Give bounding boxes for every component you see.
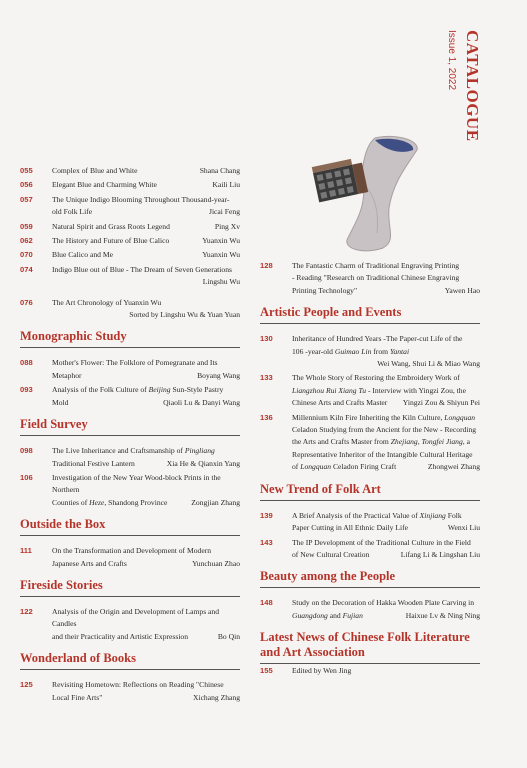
right-e143-num: 143	[260, 537, 273, 547]
left-top-2-lines-0: The Unique Indigo Blooming Throughout Thousand-year-	[52, 194, 230, 204]
right-e136-l2: Celadon Studying from the Ancient for the New - Recording	[292, 425, 477, 435]
right-e136-l5a: of	[292, 462, 301, 472]
toc-entry-122[interactable]	[20, 606, 240, 643]
left-top-2-num: 057	[20, 194, 33, 204]
right-e136-l1a: Millennium Kiln Fire Inheriting the Kiln Culture,	[292, 412, 445, 422]
right-e143-auth: Lifang Li & Lingshan Liu	[400, 549, 480, 559]
left-top-4-lines-0: The History and Future of Blue Calico	[52, 236, 170, 246]
right-e133-num: 133	[260, 373, 273, 383]
left-top-6-auth: Lingshu Wu	[202, 277, 240, 287]
left-top-7-num: 076	[20, 297, 33, 307]
right-e155-num: 155	[260, 666, 273, 676]
toc-entry-062[interactable]	[20, 235, 240, 247]
left-s2-1-l2a: Counties of	[52, 497, 90, 507]
toc-entry-088[interactable]	[20, 357, 240, 382]
left-s2-0-num: 098	[20, 446, 33, 456]
left-s1-0-num: 088	[20, 358, 33, 368]
right-e136-l3a: the Arts and Crafts Master from	[292, 437, 391, 447]
right-e133-l2i: Liangzhou Rui Xiang Tu	[292, 385, 367, 395]
left-s4-num: 122	[20, 606, 33, 616]
left-top-0-num: 055	[20, 166, 33, 175]
left-s1-1-l1a: Analysis of the Folk Culture of	[52, 385, 149, 395]
right-e136-l5i: Longquan	[300, 462, 332, 472]
toc-entry-074[interactable]	[20, 264, 240, 289]
left-s1-0-auth: Boyang Wang	[197, 370, 240, 380]
right-e133-auth: Yingzi Zou & Shiyun Pei	[402, 398, 480, 408]
toc-entry-136[interactable]	[260, 412, 480, 474]
right-e148-num: 148	[260, 598, 273, 608]
left-top-4-auth: Yuanxin Wu	[202, 236, 240, 246]
toc-entry-125[interactable]	[20, 679, 240, 704]
catalogue-header	[446, 30, 488, 150]
left-top-3-auth: Ping Xv	[214, 221, 240, 231]
left-s2-1-l1: Investigation of the New Year Wood-block Prints in the Northern	[52, 472, 221, 495]
right-e139-num: 139	[260, 510, 273, 520]
right-e130-l1: Inheritance of Hundred Years -The Paper-cut Life of the	[292, 334, 463, 344]
left-s5-auth: Xichang Zhang	[192, 692, 240, 702]
left-top-7-auth: Sorted by Lingshu Wu & Yuan Yuan	[129, 310, 240, 320]
right-e139-l1a: A Brief Analysis of the Practical Value of	[292, 510, 420, 520]
right-e148-l2i: Guangdong	[292, 610, 328, 620]
right-e130-l2a: 106 -year-old	[292, 346, 335, 356]
left-top-6-num: 074	[20, 264, 33, 274]
left-s2-1-l2b: , Shandong Province	[104, 497, 168, 507]
right-e136-l3i: Zhejiang, Tongfei Jiang	[390, 437, 463, 447]
left-s4-auth: Bo Qin	[217, 631, 240, 641]
left-s5-l2: Local Fine Arts"	[52, 692, 103, 702]
right-e130-auth: Wei Wang, Shui Li & Miao Wang	[377, 359, 480, 369]
right-e148-l2b: and	[327, 610, 343, 620]
left-top-2-lines-1: old Folk Life	[52, 207, 93, 217]
left-top-1-auth: Kaili Liu	[212, 180, 240, 190]
right-e130-num: 130	[260, 334, 273, 344]
catalogue-title: CATALOGUE	[463, 30, 482, 142]
right-e128-l3: Printing Technology"	[292, 285, 358, 295]
right-e139-l2: Paper Cutting in All Ethnic Daily Life	[292, 523, 408, 533]
right-e130-l2i: Guimao Lin	[334, 346, 372, 356]
right-e133-l1: The Whole Story of Restoring the Embroidery Work of	[292, 373, 460, 383]
right-e128-l1: The Fantastic Charm of Traditional Engraving Printing	[292, 261, 460, 270]
left-s5-l1: Revisiting Hometown: Reflections on Reading "Chinese	[52, 680, 224, 690]
section-beauty-among-the-people: Beauty among the People	[260, 569, 480, 588]
left-s1-1-num: 093	[20, 385, 33, 395]
right-e128-auth: Yawen Hao	[444, 285, 480, 295]
right-e136-num: 136	[260, 412, 273, 422]
left-top-5-num: 070	[20, 250, 33, 260]
left-s2-0-auth: Xia He & Qianxin Yang	[166, 458, 240, 468]
left-top-6-lines-0: Indigo Blue out of Blue - The Dream of Seven Generations	[52, 264, 232, 274]
toc-entry-055[interactable]	[20, 165, 240, 177]
right-e130-l2i2: Yantai	[389, 346, 410, 356]
section-wonderland-of-books: Wonderland of Books	[20, 651, 240, 670]
right-e155-l1: Edited by Wen Jing	[292, 666, 352, 676]
left-s1-0-l1: Mother's Flower: The Folklore of Pomegranate and Its	[52, 358, 218, 368]
left-s3-num: 111	[20, 546, 32, 556]
right-e143-l1: The IP Development of the Traditional Culture in the Field	[292, 537, 471, 547]
right-e139-auth: Wenxi Liu	[447, 523, 480, 533]
left-s3-l2: Japanese Arts and Crafts	[52, 558, 127, 568]
right-e139-l1i: Xinjiang	[419, 510, 446, 520]
left-top-4-num: 062	[20, 236, 33, 246]
section-new-trend-of-folk-art: New Trend of Folk Art	[260, 482, 480, 501]
left-top-1-lines-0: Elegant Blue and Charming White	[52, 180, 157, 190]
toc-entry-056[interactable]	[20, 179, 240, 191]
issue-label: Issue 1, 2022	[446, 30, 457, 91]
right-e136-l5b: Celadon Firing Craft	[331, 462, 397, 472]
left-top-7-lines-0: The Art Chronology of Yuanxin Wu	[52, 297, 162, 307]
left-column	[20, 165, 240, 706]
section-outside-the-box: Outside the Box	[20, 517, 240, 536]
toc-entry-139[interactable]	[260, 510, 480, 535]
left-s5-num: 125	[20, 680, 33, 690]
woodblock-sculpture-image	[305, 128, 425, 253]
toc-entry-093[interactable]	[20, 384, 240, 409]
left-top-0-lines-0: Complex of Blue and White	[52, 166, 138, 175]
right-e128-l2: - Reading "Research on Traditional Chinese Engraving	[292, 273, 460, 283]
left-s3-auth: Yunchuan Zhao	[192, 558, 240, 568]
toc-entry-111[interactable]	[20, 545, 240, 570]
left-top-0-auth: Shana Chang	[199, 166, 240, 175]
left-top-3-lines-0: Natural Spirit and Grass Roots Legend	[52, 221, 170, 231]
right-e148-auth: Haixue Lv & Ning Ning	[405, 610, 480, 620]
right-e136-l4: Representative Inheritor of the Intangible Cultural Heritage	[292, 449, 473, 459]
right-column	[260, 260, 480, 680]
left-s1-1-l1b: Sun-Style Pastry	[170, 385, 224, 395]
left-top-1-num: 056	[20, 180, 33, 190]
section-monographic-study: Monographic Study	[20, 329, 240, 348]
left-top-2-auth: Jicai Feng	[208, 207, 240, 217]
toc-entry-070[interactable]	[20, 249, 240, 261]
section-fireside-stories: Fireside Stories	[20, 578, 240, 597]
left-s1-1-l2: Mold	[52, 397, 69, 407]
right-e136-l1i: Longquan	[444, 412, 476, 422]
left-top-3-num: 059	[20, 221, 33, 231]
right-e148-l2i2: Fujian	[342, 610, 363, 620]
left-s4-l2: and their Practicality and Artistic Expression	[52, 631, 189, 641]
toc-entry-106[interactable]	[20, 472, 240, 509]
section-field-survey: Field Survey	[20, 417, 240, 436]
section-artistic-people-and-events: Artistic People and Events	[260, 305, 480, 324]
toc-entry-057[interactable]	[20, 194, 240, 219]
right-e143-l2: of New Cultural Creation	[292, 549, 370, 559]
right-e139-l1b: Folk	[445, 510, 462, 520]
right-e128-num: 128	[260, 261, 273, 270]
right-e133-l3: Chinese Arts and Crafts Master	[292, 398, 388, 408]
left-s1-1-auth: Qiaoli Lu & Danyi Wang	[163, 397, 240, 407]
toc-entry-098[interactable]	[20, 445, 240, 470]
toc-entry-143[interactable]	[260, 537, 480, 562]
section-latest-news: Latest News of Chinese Folk Literature and Art Association	[260, 630, 480, 664]
toc-entry-133[interactable]	[260, 372, 480, 409]
left-s1-1-l1i: Beijing	[148, 385, 171, 395]
toc-entry-076[interactable]	[20, 297, 240, 322]
toc-entry-128[interactable]	[260, 260, 480, 297]
right-e130-l2b: from	[371, 346, 390, 356]
left-s3-l1: On the Transformation and Development of Modern	[52, 546, 212, 556]
left-s2-0-l1a: The Live Inheritance and Craftsmanship of	[52, 446, 185, 456]
left-s2-0-l2: Traditional Festive Lantern	[52, 458, 135, 468]
left-s4-l1: Analysis of the Origin and Development of Lamps and Candles	[52, 606, 220, 629]
toc-entry-059[interactable]	[20, 221, 240, 233]
right-e136-auth: Zhongwei Zhang	[427, 462, 480, 472]
toc-entry-155[interactable]	[260, 665, 480, 677]
right-e133-l2b: - Interview with Yingzi Zou, the	[366, 385, 466, 395]
left-s2-1-num: 106	[20, 472, 33, 482]
left-s2-1-auth: Zongjian Zhang	[191, 497, 240, 507]
toc-entry-148[interactable]	[260, 597, 480, 622]
left-top-5-auth: Yuanxin Wu	[202, 250, 240, 260]
right-e148-l1: Study on the Decoration of Hakka Wooden Plate Carving in	[292, 598, 475, 608]
right-e136-l3b: , a	[462, 437, 470, 447]
toc-entry-130[interactable]	[260, 333, 480, 370]
left-s2-1-l2i: Heze	[89, 497, 105, 507]
left-s2-0-l1i: Pingliang	[184, 446, 215, 456]
left-s1-0-l2: Metaphor	[52, 370, 82, 380]
left-top-5-lines-0: Blue Calico and Me	[52, 250, 113, 260]
